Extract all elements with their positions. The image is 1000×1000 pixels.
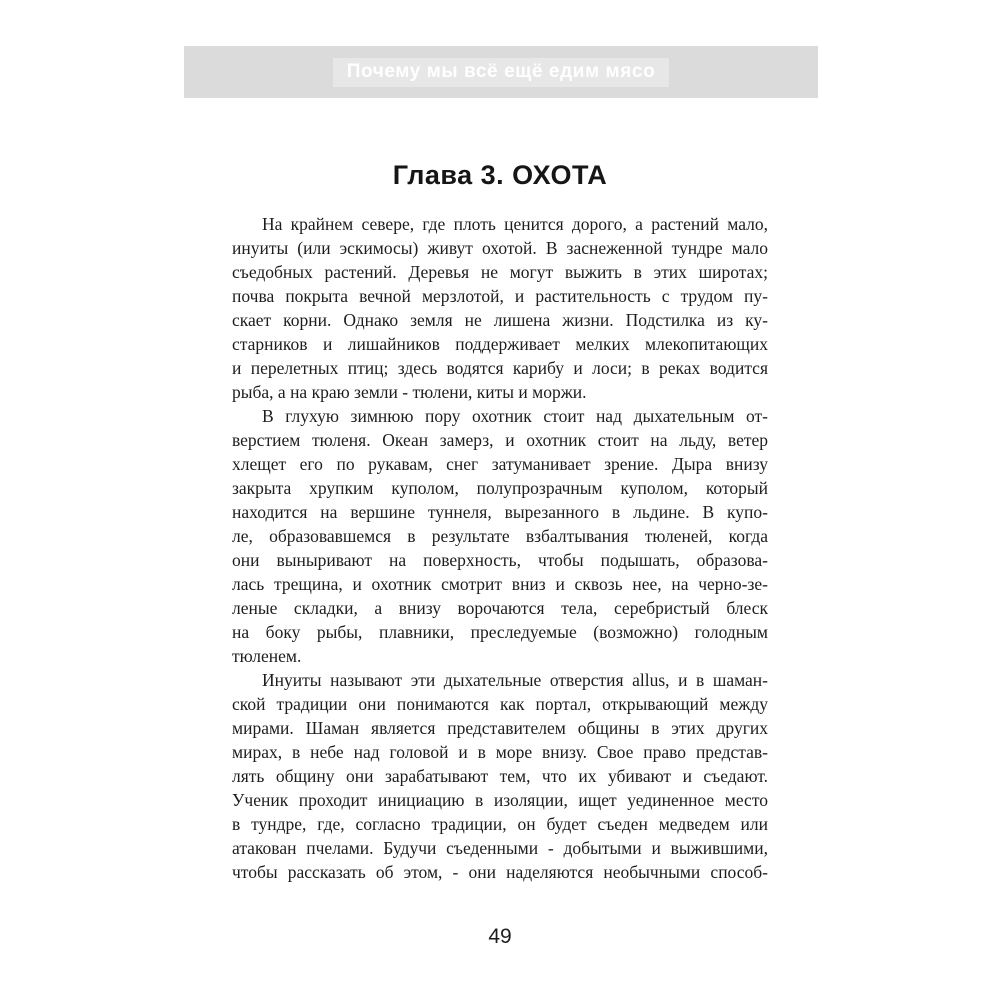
body-line: ской традиции они понимаются как портал, открывающий между <box>232 694 768 714</box>
body-line: атакован пчелами. Будучи съеденными - добытыми и выжившими, <box>232 838 768 858</box>
body-line: закрыта хрупким куполом, полупрозрачным куполом, который <box>232 478 768 498</box>
running-header-band <box>184 46 818 98</box>
body-line: они выныривают на поверхность, чтобы подышать, образова- <box>232 550 768 570</box>
body-line: хлещет его по рукавам, снег затуманивает зрение. Дыра внизу <box>232 454 768 474</box>
body-line: тюленем. <box>232 646 302 666</box>
body-line: Ученик проходит инициацию в изоляции, ищет уединенное место <box>232 790 768 810</box>
body-line: находится на вершине туннеля, вырезанного в льдине. В купо- <box>232 502 768 522</box>
body-line: ле, образовавшемся в результате взбалтывания тюленей, когда <box>232 526 768 546</box>
body-line: верстием тюленя. Океан замерз, и охотник стоит на льду, ветер <box>232 430 768 450</box>
body-line: лась трещина, и охотник смотрит вниз и сквозь нее, на черно-зе- <box>232 574 768 594</box>
text-block <box>232 212 768 884</box>
body-line: инуиты (или эскимосы) живут охотой. В заснеженной тундре мало <box>232 238 768 258</box>
running-header-title: Почему мы всё ещё едим мясо <box>346 60 656 82</box>
body-line: В глухую зимнюю пору охотник стоит над дыхательным от- <box>262 406 768 426</box>
body-line: леные складки, а внизу ворочаются тела, серебристый блеск <box>232 598 768 618</box>
body-line: скает корни. Однако земля не лишена жизни. Подстилка из ку- <box>232 310 768 330</box>
body-line: чтобы рассказать об этом, - они наделяются необычными способ- <box>232 862 768 882</box>
body-line: На крайнем севере, где плоть ценится дорого, а растений мало, <box>262 214 768 234</box>
body-line: на боку рыбы, плавники, преследуемые (возможно) голодным <box>232 622 768 642</box>
body-line: и перелетных птиц; здесь водятся карибу и лоси; в реках водится <box>232 358 768 378</box>
page-number: 49 <box>488 925 512 948</box>
running-header-highlight <box>333 58 670 87</box>
body-line: старников и лишайников поддерживает мелких млекопитающих <box>232 334 768 354</box>
chapter-title: Глава 3. ОХОТА <box>392 160 608 190</box>
body-line: мирами. Шаман является представителем общины в этих других <box>232 718 768 738</box>
body-line: съедобных растений. Деревья не могут выжить в этих широтах; <box>232 262 768 282</box>
body-line: рыба, а на краю земли - тюлени, киты и моржи. <box>232 382 587 402</box>
body-line: почва покрыта вечной мерзлотой, и растительность с трудом пу- <box>232 286 768 306</box>
body-line: Инуиты называют эти дыхательные отверстия allus, и в шаман- <box>262 670 768 690</box>
body-line: в тундре, где, согласно традиции, он будет съеден медведем или <box>232 814 768 834</box>
body-line: лять общину они зарабатывают тем, что их убивают и съедают. <box>232 766 768 786</box>
body-line: мирах, в небе над головой и в море внизу. Свое право представ- <box>232 742 768 762</box>
